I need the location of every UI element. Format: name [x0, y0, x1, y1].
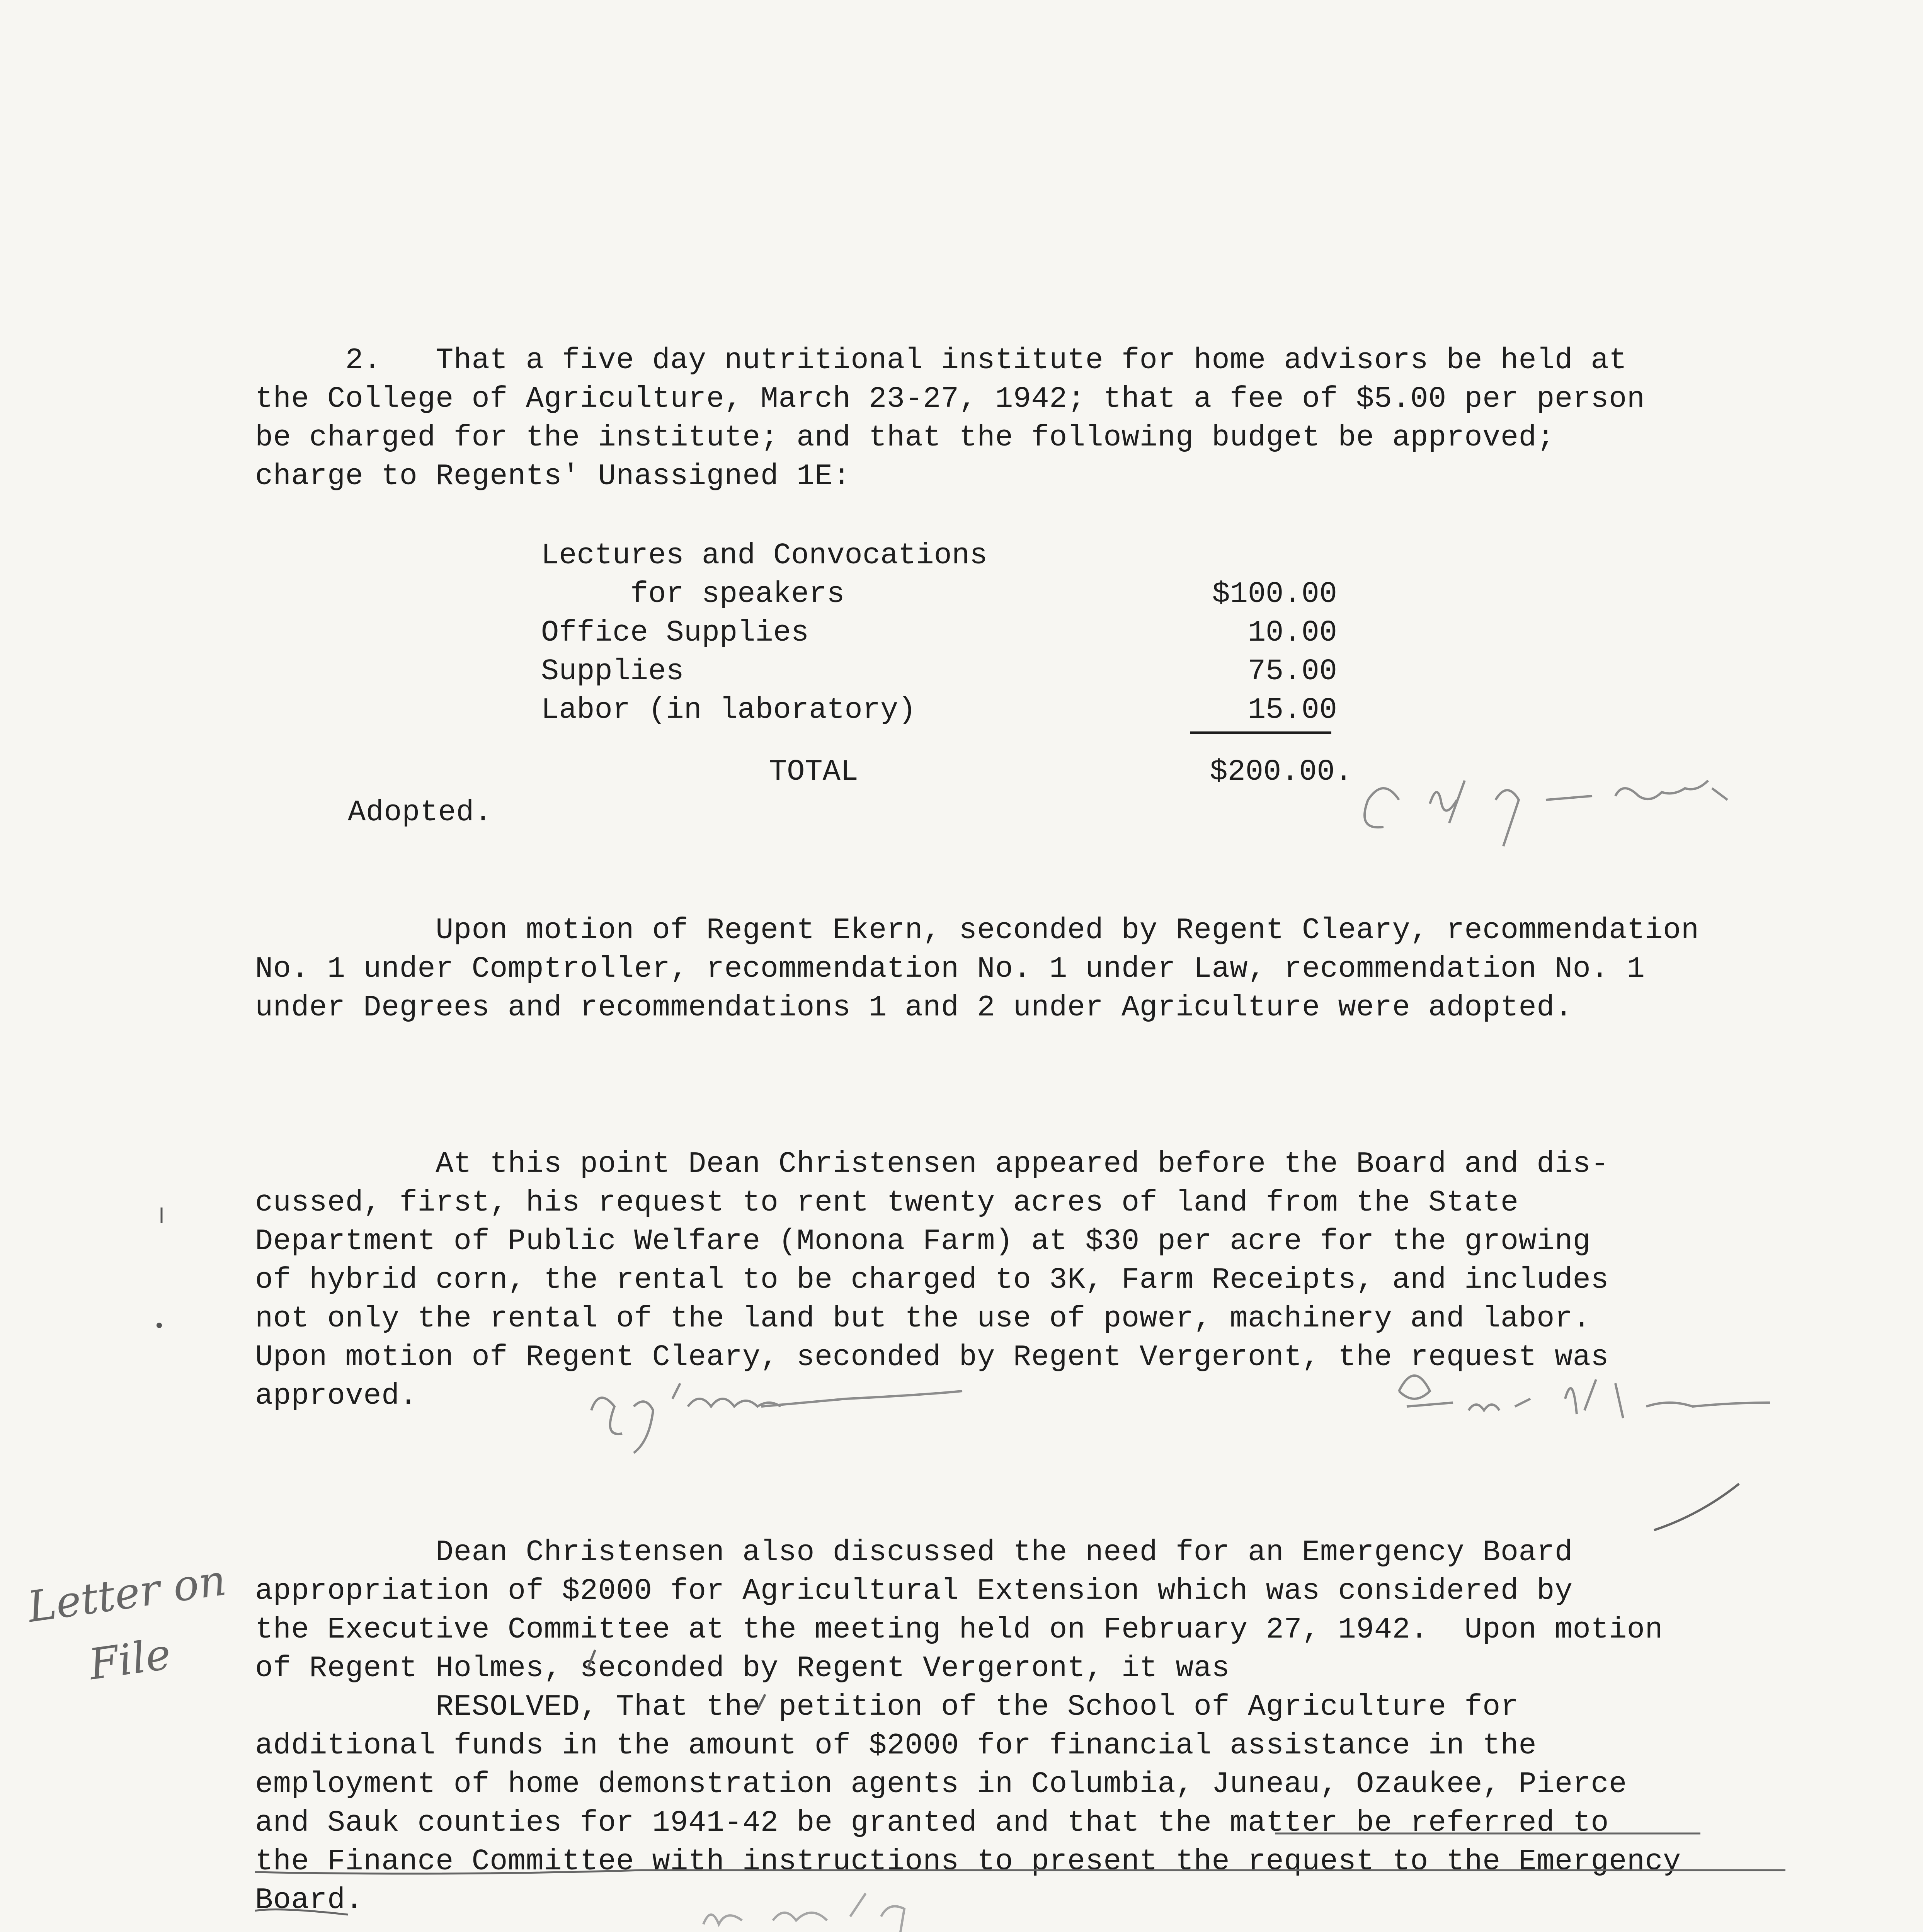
handwritten-margin-note: Letter on: [24, 1555, 229, 1632]
budget-item-amount: $100.00: [1212, 578, 1337, 611]
budget-total-amount: $200.00.: [1210, 755, 1353, 789]
text-line: Upon motion of Regent Ekern, seconded by Regent Cleary, recommendation: [255, 914, 1699, 947]
text-line: Dean Christensen also discussed the need for an Emergency Board: [255, 1536, 1573, 1570]
resolved-line: RESOLVED, That the petition of the School of Agriculture for: [255, 1690, 1519, 1724]
text-line: cussed, first, his request to rent twenty acres of land from the State: [255, 1186, 1519, 1220]
text-line: under Degrees and recommendations 1 and 2 under Agriculture were adopted.: [255, 991, 1573, 1025]
budget-item-label: Office Supplies: [541, 616, 809, 650]
text-line: At this point Dean Christensen appeared before the Board and dis-: [255, 1148, 1609, 1181]
text-line: be charged for the institute; and that the following budget be approved;: [255, 421, 1555, 455]
handwritten-margin-note: File: [86, 1629, 174, 1690]
text-line: 2. That a five day nutritional institute for home advisors be held at: [255, 344, 1627, 378]
budget-item-label: Lectures and Convocations: [541, 539, 988, 573]
text-line: the Executive Committee at the meeting held on February 27, 1942. Upon motion: [255, 1613, 1663, 1647]
text-line: Department of Public Welfare (Monona Farm) at $30 per acre for the growing: [255, 1225, 1591, 1259]
text-line: of Regent Holmes, seconded by Regent Vergeront, it was: [255, 1652, 1230, 1685]
text-line: Board.: [255, 1884, 364, 1917]
text-line: Upon motion of Regent Cleary, seconded by Regent Vergeront, the request was: [255, 1341, 1609, 1374]
text-line: appropriation of $2000 for Agricultural Extension which was considered by: [255, 1575, 1573, 1608]
budget-item-amount: 15.00: [1247, 694, 1337, 727]
text-line: and Sauk counties for 1941-42 be granted and that the matter be referred to: [255, 1806, 1609, 1840]
budget-item-label: for speakers: [541, 578, 845, 611]
budget-item-label: Labor (in laboratory): [541, 694, 916, 727]
text-line: additional funds in the amount of $2000 for financial assistance in the: [255, 1729, 1537, 1763]
total-rule: [1190, 731, 1331, 734]
text-line: of hybrid corn, the rental to be charged to 3K, Farm Receipts, and includes: [255, 1264, 1609, 1297]
text-line: not only the rental of the land but the use of power, machinery and labor.: [255, 1302, 1591, 1336]
text-line: the College of Agriculture, March 23-27, 1942; that a fee of $5.00 per person: [255, 383, 1645, 416]
budget-total-label: TOTAL: [769, 755, 859, 789]
adopted-text: Adopted.: [348, 796, 492, 830]
budget-item-label: Supplies: [541, 655, 684, 689]
text-line: No. 1 under Comptroller, recommendation No. 1 under Law, recommendation No. 1: [255, 952, 1645, 986]
budget-item-amount: 10.00: [1247, 616, 1337, 650]
text-line: the Finance Committee with instructions to present the request to the Emergency: [255, 1845, 1681, 1879]
text-line: charge to Regents' Unassigned 1E:: [255, 460, 851, 493]
text-line: approved.: [255, 1379, 418, 1413]
text-line: employment of home demonstration agents in Columbia, Juneau, Ozaukee, Pierce: [255, 1768, 1627, 1801]
budget-item-amount: 75.00: [1247, 655, 1337, 689]
